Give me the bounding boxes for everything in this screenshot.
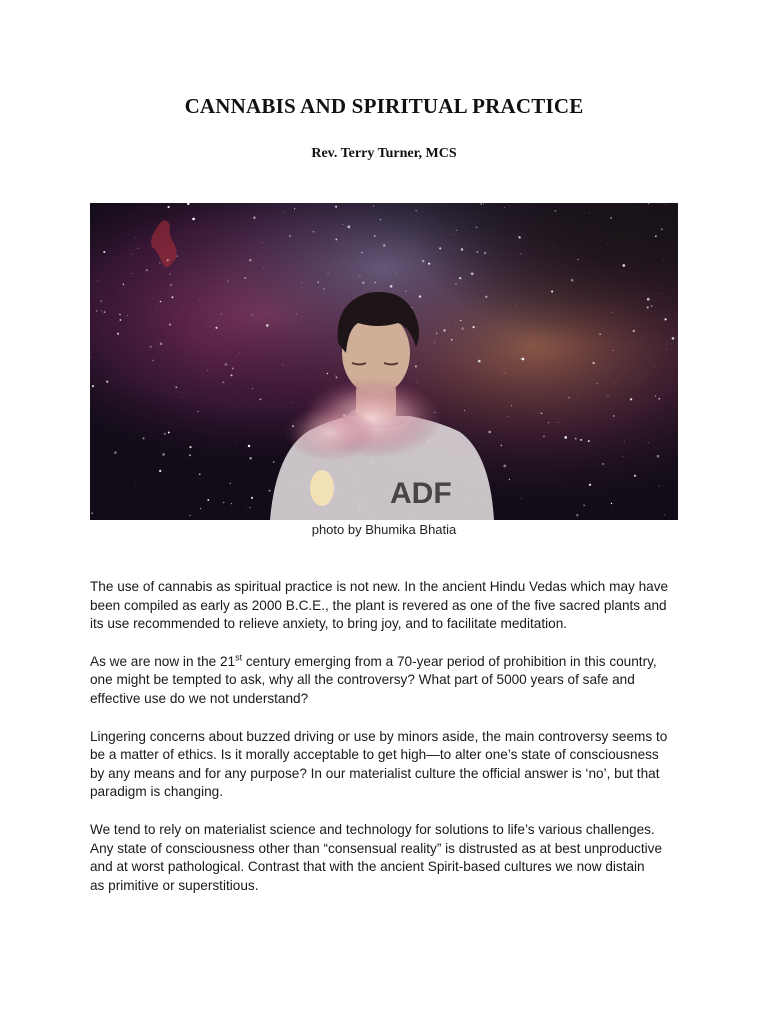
star-dot: [175, 386, 177, 388]
star-dot: [117, 333, 119, 335]
star-dot: [96, 310, 98, 312]
star-dot: [484, 252, 486, 254]
star-dot: [488, 431, 491, 434]
star-dot: [472, 326, 474, 328]
text-run: century emerging from a 70-year period of prohibition in this country,: [242, 653, 657, 669]
star-dot: [651, 305, 653, 307]
star-dot: [159, 470, 161, 472]
star-dot: [135, 482, 136, 483]
author-byline: Rev. Terry Turner, MCS: [311, 146, 457, 161]
star-dot: [451, 339, 453, 341]
star-dot: [419, 295, 421, 297]
star-dot: [251, 497, 253, 499]
text-line: paradigm is changing.: [90, 784, 223, 800]
star-dot: [273, 461, 275, 463]
star-dot: [654, 366, 655, 367]
star-dot: [199, 473, 201, 475]
star-dot: [342, 224, 343, 225]
star-dot: [612, 350, 613, 351]
star-dot: [459, 277, 461, 279]
text-run: As we are now in the 21: [90, 653, 236, 669]
star-dot: [520, 253, 521, 254]
star-dot: [380, 219, 381, 220]
star-dot: [439, 247, 441, 249]
star-dot: [192, 218, 195, 221]
star-dot: [521, 498, 522, 499]
star-dot: [507, 416, 508, 417]
star-dot: [588, 440, 590, 442]
star-dot: [100, 300, 102, 302]
star-dot: [260, 399, 262, 401]
star-dot: [246, 506, 247, 507]
star-dot: [657, 455, 660, 458]
cover-photo: [90, 203, 678, 520]
star-dot: [602, 463, 603, 464]
star-dot: [127, 315, 128, 316]
star-dot: [359, 275, 360, 276]
star-dot: [622, 264, 625, 267]
star-dot: [284, 211, 285, 212]
document-title: CANNABIS AND SPIRITUAL PRACTICE: [184, 94, 584, 118]
star-dot: [335, 374, 336, 375]
article-body: [90, 578, 690, 914]
star-dot: [611, 503, 612, 504]
star-dot: [417, 382, 418, 383]
star-dot: [434, 342, 435, 343]
star-dot: [373, 206, 374, 207]
star-dot: [150, 346, 152, 348]
star-dot: [323, 288, 325, 290]
star-dot: [592, 362, 594, 364]
star-dot: [664, 514, 665, 515]
star-dot: [222, 381, 224, 383]
star-dot: [658, 398, 660, 400]
star-dot: [97, 280, 98, 281]
star-dot: [509, 479, 510, 480]
star-dot: [633, 330, 635, 332]
star-dot: [362, 282, 364, 284]
star-dot: [119, 314, 120, 315]
star-dot: [249, 457, 251, 459]
text-line: be a matter of ethics. Is it morally acceptable to get high—to alter one’s state of consciousness: [90, 747, 659, 763]
star-dot: [374, 282, 375, 283]
star-dot: [454, 248, 455, 249]
star-dot: [198, 411, 199, 412]
star-dot: [131, 254, 132, 255]
text-line: Any state of consciousness other than “consensual reality” is distrusted as at best unproductive: [90, 840, 662, 856]
photo-caption: photo by Bhumika Bhatia: [311, 522, 457, 537]
paragraph-1: [90, 578, 690, 634]
star-dot: [548, 422, 549, 423]
star-dot: [634, 475, 636, 477]
star-dot: [464, 410, 465, 411]
cosmic-portrait-image: [90, 203, 678, 520]
star-dot: [476, 251, 478, 253]
star-dot: [313, 231, 315, 233]
text-line: by any means and for any purpose? In our materialist culture the official answer is ‘no’, but that: [90, 765, 660, 781]
star-dot: [252, 314, 253, 315]
star-dot: [244, 277, 246, 279]
star-dot: [672, 337, 675, 340]
star-dot: [422, 260, 424, 262]
text-line: and at worst pathological. Contrast that with the ancient Spirit-based cultures we now distain: [90, 859, 645, 875]
star-dot: [156, 307, 157, 308]
text-line: effective use do we not understand?: [90, 690, 309, 706]
star-dot: [612, 312, 613, 313]
star-dot: [249, 507, 251, 509]
star-dot: [120, 319, 122, 321]
star-dot: [383, 244, 386, 247]
star-dot: [659, 486, 660, 487]
star-dot: [293, 403, 294, 404]
text-line: The use of cannabis as spiritual practice is not new. In the ancient Hindu Vedas which may have: [90, 579, 669, 594]
star-dot: [123, 284, 125, 286]
star-dot: [177, 256, 178, 257]
star-dot: [551, 290, 553, 292]
star-dot: [160, 342, 163, 345]
star-dot: [630, 398, 632, 400]
star-dot: [146, 269, 148, 271]
star-dot: [169, 273, 171, 275]
star-dot: [235, 356, 236, 357]
star-dot: [655, 395, 656, 396]
star-dot: [181, 392, 182, 393]
star-dot: [229, 482, 231, 484]
star-dot: [294, 208, 295, 209]
star-dot: [200, 508, 201, 509]
star-dot: [335, 238, 337, 240]
star-dot: [504, 373, 505, 374]
star-dot: [428, 263, 430, 265]
star-dot: [168, 432, 170, 434]
star-dot: [554, 246, 555, 247]
star-dot: [474, 205, 475, 206]
text-line: [90, 653, 690, 672]
star-dot: [348, 226, 351, 229]
star-dot: [580, 439, 582, 441]
text-line: as primitive or superstitious.: [90, 877, 259, 893]
star-dot: [361, 252, 363, 254]
star-dot: [520, 358, 521, 359]
star-dot: [471, 272, 474, 275]
star-dot: [301, 282, 302, 283]
star-dot: [289, 235, 291, 237]
star-dot: [231, 503, 232, 504]
star-dot: [411, 307, 412, 308]
star-dot: [663, 259, 664, 260]
star-dot: [170, 284, 172, 286]
star-dot: [374, 235, 376, 237]
star-dot: [456, 230, 457, 231]
star-dot: [101, 310, 102, 311]
star-dot: [253, 217, 255, 219]
star-dot: [476, 226, 478, 228]
star-dot: [589, 213, 590, 214]
star-dot: [596, 383, 597, 384]
star-dot: [227, 280, 228, 281]
star-dot: [564, 436, 567, 439]
star-dot: [171, 296, 173, 298]
text-line: one might be tempted to ask, why all the controversy? What part of 5000 years of safe and: [90, 672, 635, 688]
star-dot: [461, 327, 463, 329]
star-dot: [615, 383, 616, 384]
text-line: its use recommended to relieve anxiety, to bring joy, and to facilitate meditation.: [90, 616, 568, 632]
star-dot: [405, 291, 406, 292]
star-dot: [232, 367, 234, 369]
star-dot: [327, 273, 328, 274]
star-dot: [131, 273, 132, 274]
star-dot: [655, 235, 657, 237]
star-dot: [225, 363, 228, 366]
star-dot: [578, 259, 579, 260]
star-dot: [134, 237, 135, 238]
star-dot: [575, 438, 577, 440]
star-dot: [215, 327, 217, 329]
star-dot: [262, 242, 263, 243]
star-dot: [296, 314, 297, 315]
star-dot: [665, 318, 667, 320]
star-dot: [562, 333, 563, 334]
star-dot: [92, 385, 94, 387]
star-dot: [106, 381, 108, 383]
star-dot: [189, 515, 191, 517]
star-dot: [269, 490, 271, 492]
star-dot: [448, 324, 449, 325]
star-dot: [455, 283, 457, 285]
star-dot: [91, 512, 93, 514]
star-dot: [159, 263, 160, 264]
star-dot: [396, 273, 397, 274]
star-dot: [460, 320, 461, 321]
star-dot: [624, 441, 625, 442]
star-dot: [142, 437, 144, 439]
star-dot: [104, 311, 106, 313]
star-dot: [571, 279, 574, 282]
star-dot: [500, 445, 502, 447]
star-dot: [248, 445, 250, 447]
paragraph-4: [90, 821, 690, 895]
star-dot: [160, 301, 162, 303]
star-dot: [648, 442, 649, 443]
star-dot: [324, 293, 325, 294]
star-dot: [415, 365, 417, 367]
star-dot: [647, 306, 649, 308]
star-dot: [318, 281, 319, 282]
star-dot: [443, 329, 445, 331]
star-dot: [667, 349, 668, 350]
text-line: Lingering concerns about buzzed driving or use by minors aside, the main controversy seems to: [90, 728, 668, 744]
star-dot: [503, 465, 506, 468]
star-dot: [568, 397, 570, 399]
star-dot: [558, 422, 559, 423]
text-line: been compiled as early as 2000 B.C.E., the plant is revered as one of the five sacred plants and: [90, 597, 667, 613]
star-dot: [335, 206, 337, 208]
star-dot: [454, 234, 455, 235]
star-dot: [239, 353, 240, 354]
star-dot: [263, 519, 264, 520]
star-dot: [648, 203, 649, 204]
star-dot: [610, 217, 612, 219]
star-dot: [483, 203, 484, 204]
star-dot: [266, 324, 269, 327]
star-dot: [480, 203, 482, 205]
star-dot: [623, 456, 624, 457]
star-dot: [541, 412, 543, 414]
star-dot: [282, 364, 283, 365]
star-dot: [589, 484, 591, 486]
star-dot: [613, 415, 614, 416]
paragraph-2: [90, 653, 690, 709]
star-dot: [223, 502, 224, 503]
star-dot: [162, 453, 165, 456]
star-dot: [189, 215, 190, 216]
star-dot: [478, 360, 481, 363]
star-dot: [576, 514, 578, 516]
star-dot: [665, 204, 666, 205]
star-dot: [608, 395, 609, 396]
star-dot: [169, 323, 171, 325]
star-dot: [152, 360, 154, 362]
star-dot: [164, 433, 166, 435]
star-dot: [230, 374, 232, 376]
star-dot: [485, 296, 487, 298]
star-dot: [516, 304, 517, 305]
star-dot: [199, 299, 200, 300]
star-dot: [511, 405, 512, 406]
star-dot: [661, 228, 663, 230]
star-dot: [335, 376, 337, 378]
star-dot: [249, 259, 251, 261]
star-dot: [327, 373, 328, 374]
star-dot: [599, 334, 600, 335]
star-dot: [583, 505, 584, 506]
star-dot: [390, 285, 393, 288]
star-dot: [436, 333, 437, 334]
star-dot: [252, 388, 253, 389]
star-dot: [415, 210, 416, 211]
star-dot: [461, 248, 464, 251]
star-dot: [207, 499, 209, 501]
ordinal-suffix: st: [235, 652, 243, 663]
star-dot: [647, 298, 650, 301]
star-dot: [518, 236, 520, 238]
star-dot: [221, 313, 222, 314]
star-dot: [504, 207, 505, 208]
text-line: We tend to rely on materialist science and technology for solutions to life’s various challenges.: [90, 821, 655, 837]
star-dot: [138, 248, 139, 249]
star-dot: [661, 293, 662, 294]
star-dot: [543, 435, 545, 437]
star-dot: [235, 442, 236, 443]
star-dot: [607, 244, 608, 245]
star-dot: [263, 268, 264, 269]
star-dot: [522, 358, 525, 361]
star-dot: [555, 210, 557, 212]
star-dot: [189, 454, 191, 456]
star-dot: [578, 393, 579, 394]
star-dot: [114, 451, 117, 454]
svg-text:ADF: ADF: [390, 477, 452, 510]
star-dot: [103, 251, 105, 253]
star-dot: [189, 446, 191, 448]
star-dot: [167, 206, 169, 208]
paragraph-3: [90, 728, 690, 802]
star-dot: [207, 370, 208, 371]
